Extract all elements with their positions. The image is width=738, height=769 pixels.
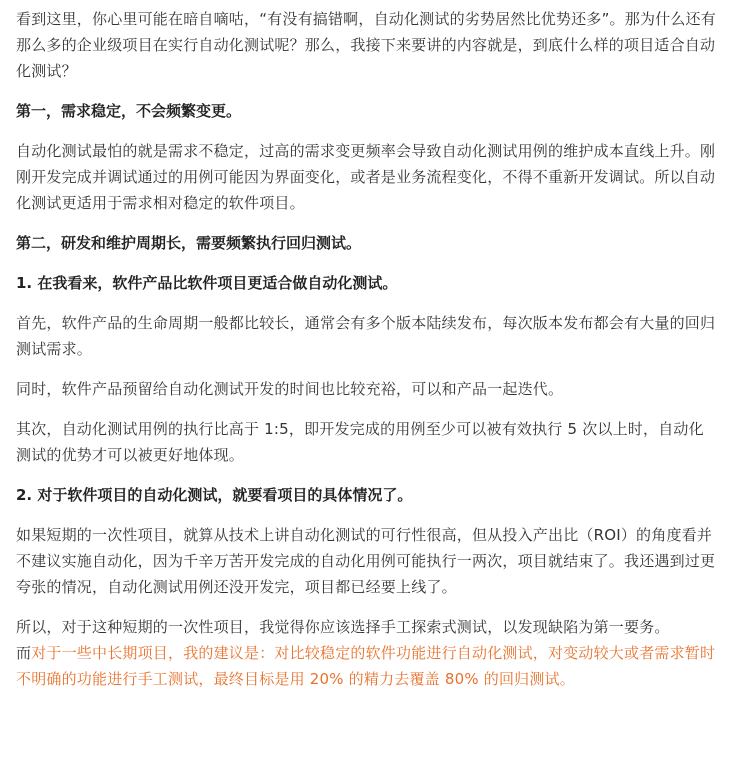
heading-first: 第一，需求稳定，不会频繁变更。 [16,102,242,120]
paragraph-execution-ratio: 其次，自动化测试用例的执行比高于 1:5，即开发完成的用例至少可以被有效执行 5 次以上时，自动化测试的优势才可以被更好地体现。 [16,420,704,464]
paragraph-dev-time: 同时，软件产品预留给自动化测试开发的时间也比较充裕，可以和产品一起迭代。 [16,380,564,398]
heading-products-vs-projects: 1. 在我看来，软件产品比软件项目更适合做自动化测试。 [16,274,398,292]
paragraph-requirement-stability: 自动化测试最怕的就是需求不稳定，过高的需求变更频率会导致自动化测试用例的维护成本直线上升。刚刚开发完成并调试通过的用例可能因为界面变化，或者是业务流程变化，不得不重新开发调试。所以自动化测试更适用于需求相对稳定的软件项目。 [16,142,716,212]
paragraph-short-term-projects: 如果短期的一次性项目，就算从技术上讲自动化测试的可行性很高，但从投入产出比（ROI）的角度看并不建议实施自动化，因为千辛万苦开发完成的自动化用例可能执行一两次，项目就结束了。我还遇到过更夸张的情况，自动化测试用例还没开发完，项目都已经要上线了。 [16,526,716,596]
recommendation-highlight: 对于一些中长期项目，我的建议是：对比较稳定的软件功能进行自动化测试，对变动较大或者需求暂时不明确的功能进行手工测试，最终目标是用 20% 的精力去覆盖 80% 的回归测试。 [16,644,716,688]
recommendation-normal-text: 所以，对于这种短期的一次性项目，我觉得你应该选择手工探索式测试，以发现缺陷为第一要务。 [16,618,670,636]
intro-paragraph: 看到这里，你心里可能在暗自嘀咕，“有没有搞错啊，自动化测试的劣势居然比优势还多”。那为什么还有那么多的企业级项目在实行自动化测试呢？那么，我接下来要讲的内容就是，到底什么样的项目适合自动化测试？ [16,10,716,80]
paragraph-recommendation [16,614,718,692]
paragraph-product-lifecycle: 首先，软件产品的生命周期一般都比较长，通常会有多个版本陆续发布，每次版本发布都会有大量的回归测试需求。 [16,314,716,358]
heading-second: 第二，研发和维护周期长，需要频繁执行回归测试。 [16,234,362,252]
heading-project-automation: 2. 对于软件项目的自动化测试，就要看项目的具体情况了。 [16,486,413,504]
recommendation-prefix: 而 [16,644,32,662]
